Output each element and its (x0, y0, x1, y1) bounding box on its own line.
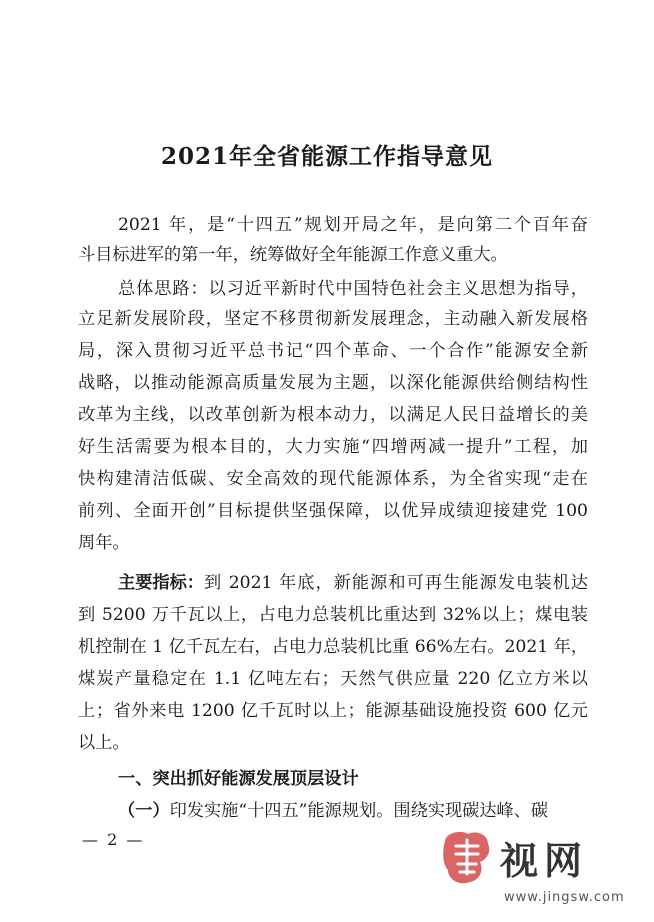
paragraph-line: 上；省外来电 1200 亿千瓦时以上；能源基础设施投资 600 亿元 (78, 701, 588, 721)
paragraph-line: 机控制在 1 亿千瓦左右，占电力总装机比重 66%左右。2021 年， (78, 637, 589, 657)
subsection-number: （一） (118, 801, 170, 821)
watermark-name: 视网 (500, 838, 589, 883)
paragraph-line: 煤炭产量稳定在 1.1 亿吨左右；天然气供应量 220 亿立方米以 (78, 669, 588, 689)
watermark (440, 828, 640, 918)
paragraph-line: 斗目标进军的第一年，统筹做好全年能源工作意义重大。 (78, 245, 508, 265)
paragraph-line: 战略，以推动能源高质量发展为主题，以深化能源供给侧结构性 (78, 373, 588, 393)
paragraph-line: 局，深入贯彻习近平总书记“四个革命、一个合作”能源安全新 (78, 341, 588, 361)
paragraph-line: 好生活需要为根本目的，大力实施“四增两减一提升”工程，加 (78, 437, 588, 457)
page-title: 2021年全省能源工作指导意见 (160, 143, 493, 170)
paragraph-line: 2021 年，是“十四五”规划开局之年，是向第二个百年奋 (118, 215, 588, 235)
subsection-text: 印发实施“十四五”能源规划。围绕实现碳达峰、碳 (169, 801, 549, 821)
paragraph-line: 改革为主线，以改革创新为根本动力，以满足人民日益增长的美 (78, 405, 588, 425)
paragraph-line: 到 5200 万千瓦以上，占电力总装机比重达到 32%以上；煤电装 (78, 605, 588, 625)
paragraph-line: 快构建清洁低碳、安全高效的现代能源体系，为全省实现“走在 (78, 469, 588, 489)
targets-label: 主要指标： (118, 573, 204, 593)
paragraph-line: 以上。 (78, 733, 130, 753)
paragraph-line: 前列、全面开创”目标提供坚强保障，以优异成绩迎接建党 100 (78, 501, 588, 521)
paragraph-line: 总体思路：以习近平新时代中国特色社会主义思想为指导， (118, 279, 588, 299)
watermark-url: www.jingsw.com (504, 890, 625, 905)
paragraph-line: 立足新发展阶段，坚定不移贯彻新发展理念，主动融入新发展格 (78, 309, 588, 329)
section-heading: 一、突出抓好能源发展顶层设计 (118, 769, 359, 789)
jing-seal-icon (440, 828, 494, 886)
paragraph-line: 到 2021 年底，新能源和可再生能源发电装机达 (203, 573, 588, 593)
page-number: — 2 — (82, 830, 145, 849)
subsection-line (118, 796, 588, 826)
targets-first-line (118, 568, 588, 598)
paragraph-line: 周年。 (78, 533, 130, 553)
